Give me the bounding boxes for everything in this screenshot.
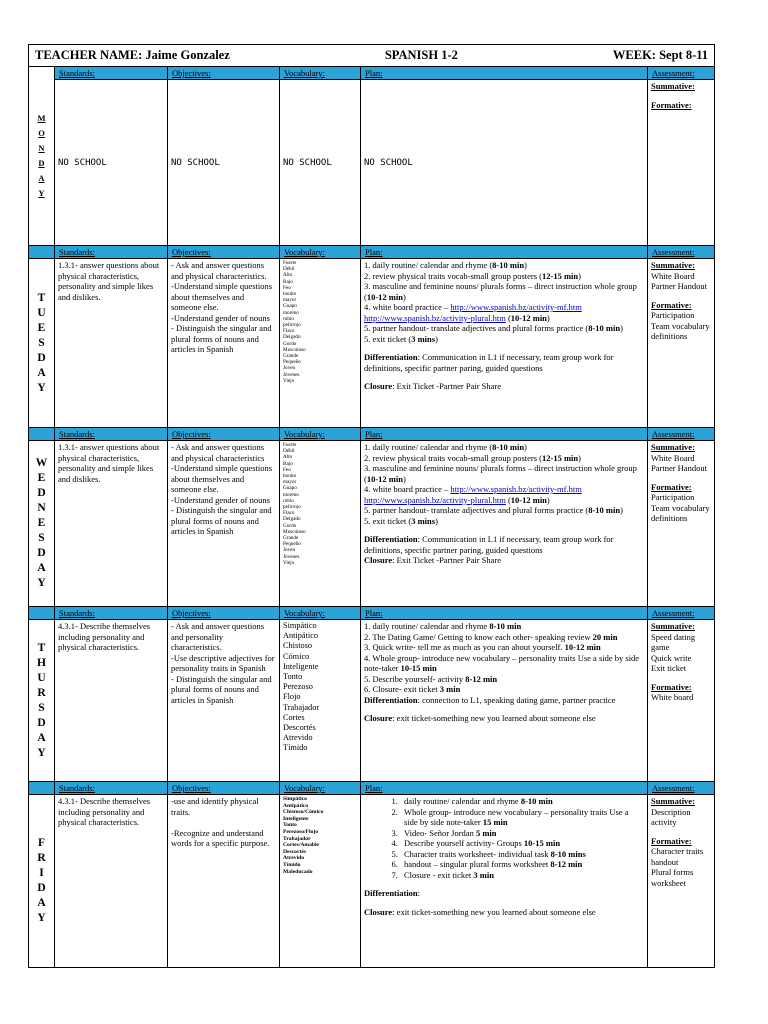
- day-wednesday: W E D N E S D A Y: [35, 457, 48, 589]
- week-label: WEEK: Sept 8-11: [612, 48, 709, 62]
- link-activity-mf[interactable]: http://www.spanish.bz/activity-mf.htm: [450, 484, 582, 494]
- vocab-word: Musculoso: [283, 528, 306, 535]
- thursday-standards: 4.3.1- Describe themselves including personality and physical characteristics.: [55, 620, 168, 782]
- vocab-word: Maleducado: [283, 868, 313, 875]
- day-label-monday: [29, 67, 55, 246]
- day-label-friday: [29, 795, 55, 968]
- tuesday-standards: 1.3.1- answer questions about physical characteristics, personality and simple likes and dislikes.: [55, 259, 168, 428]
- vocab-word: Joven: [283, 365, 296, 372]
- plan-step: 5. Character traits worksheet- individual task 8-10 mins: [400, 849, 644, 860]
- vocab-word: Jóvenes: [283, 371, 300, 378]
- vocab-word: Tímido: [283, 743, 308, 753]
- vocab-word: Débil: [283, 448, 295, 455]
- day-tuesday: T U E S D A Y: [37, 291, 46, 394]
- plan-step: 4. Describe yourself activity- Groups 10-15 min: [400, 838, 644, 849]
- day-label-thursday: [29, 620, 55, 782]
- monday-row: [29, 80, 715, 246]
- vocab-word: Grande: [283, 353, 299, 360]
- vocab-word: Alto: [283, 272, 293, 279]
- vocab-word: Alto: [283, 454, 293, 461]
- col-standards: Standards:: [55, 67, 168, 80]
- vocab-word: Flaco: [283, 510, 295, 517]
- friday-standards: 4.3.1- Describe themselves including personality and physical characteristics.: [55, 795, 168, 968]
- vocab-word: Jóvenes: [283, 553, 300, 560]
- friday-row: [29, 795, 715, 968]
- day-thursday: T H U R S D A Y: [37, 641, 46, 759]
- vocab-word: Pequeño: [283, 359, 301, 366]
- vocab-word: Grande: [283, 535, 299, 542]
- tuesday-assessment: Summative: White Board Partner Handout Formative: Participation Team vocabulary definitions: [648, 259, 715, 428]
- vocab-word: Pequeño: [283, 541, 301, 548]
- day-monday: M O N D A Y: [37, 113, 46, 198]
- vocab-word: Joven: [283, 547, 296, 554]
- vocab-word: moreno: [283, 491, 299, 498]
- vocab-word: pelirrojo: [283, 504, 301, 511]
- vocab-word: Gordo: [283, 340, 297, 347]
- plan-step: 7. Closure - exit ticket 3 min: [400, 870, 644, 881]
- day-label-wednesday: [29, 441, 55, 607]
- vocab-word: Flojo: [283, 692, 301, 702]
- vocab-word: Fuerte: [283, 260, 297, 266]
- vocab-word: moreno: [283, 309, 299, 316]
- monday-header-row: [29, 67, 715, 80]
- title-row: [29, 45, 715, 67]
- teacher-name: TEACHER NAME: Jaime Gonzalez: [35, 48, 230, 62]
- plan-step: 2. Whole group- introduce new vocabulary – personality traits Use a side by side note-taker 15 min: [400, 807, 644, 828]
- vocab-word: Fuerte: [283, 442, 297, 448]
- monday-plan: NO SCHOOL: [361, 80, 648, 246]
- tuesday-vocabulary: [280, 259, 361, 428]
- thursday-objectives: - Ask and answer questions and personality characteristics. -Use descriptive adjectives for personality traits in Spanish - Distinguish the singular and plural forms of nouns and articles in Spanish: [168, 620, 280, 782]
- vocab-word: Antipático: [283, 631, 319, 641]
- vocab-word: Inteligente: [283, 815, 309, 822]
- thursday-row: [29, 620, 715, 782]
- monday-vocabulary: NO SCHOOL: [280, 80, 361, 246]
- vocab-word: Cómico: [283, 651, 310, 661]
- vocab-word: bonito: [283, 291, 297, 298]
- vocab-word: Simpático: [283, 621, 317, 630]
- vocab-word: Musculoso: [283, 346, 306, 353]
- vocab-word: Perezoso/Flojo: [283, 828, 318, 835]
- vocab-word: Atrevido: [283, 733, 313, 743]
- vocab-word: Débil: [283, 266, 295, 273]
- vocab-word: Chistoso: [283, 641, 313, 651]
- friday-objectives: -use and identify physical traits. -Recognize and understand words for a specific purpose.: [168, 795, 280, 968]
- tuesday-header-row: Standards: Objectives: Vocabulary: Plan: Assessment:: [29, 246, 715, 259]
- vocab-word: mayor: [283, 297, 297, 304]
- link-activity-mf[interactable]: http://www.spanish.bz/activity-mf.htm: [450, 302, 582, 312]
- vocab-word: Delgado: [283, 334, 301, 341]
- tuesday-plan: 1. daily routine/ calendar and rhyme (8-10 min) 2. review physical traits vocab-small group posters (12-15 min) 3. masculine and feminine nouns/ plurals forms – direct instruction whole group (10-12 min) 4. white board practice – http://www.spanish.bz/activity-mf.htm http://www.spanish.bz/activity-plural.htm (10-12 min) 5. partner handout- translate adjectives and plural forms practice (8-10 min) 5. exit ticket (3 mins) Differentiation: Communication in L1 if necessary, team group work for definitions, specific partner paring, guided questions Closure: Exit Ticket -Partner Pair Share: [361, 259, 648, 428]
- vocab-word: Delgado: [283, 516, 301, 523]
- vocab-word: Tímido: [283, 861, 301, 868]
- monday-standards: NO SCHOOL: [55, 80, 168, 246]
- vocab-word: Atrevido: [283, 855, 305, 862]
- vocab-word: Tonto: [283, 822, 297, 829]
- vocab-word: Guapo: [283, 485, 297, 492]
- col-objectives: Objectives:: [168, 67, 280, 80]
- plan-step: 1. daily routine/ calendar and rhyme 8-10 min: [400, 796, 644, 807]
- day-label-tuesday: [29, 259, 55, 428]
- friday-plan: 1. daily routine/ calendar and rhyme 8-10 min 2. Whole group- introduce new vocabulary – personality traits Use a side by side note-taker 15 min 3. Video- Señor Jordan 5 min 4. Describe yourself activity- Groups 10-15 min 5. Character traits worksheet- individual task 8-10 mins 6. handout – singular plural forms worksheet 8-12 min 7. Closure - exit ticket 3 min Differentiation: Closure: exit ticket-something new you learned about someone else: [361, 795, 648, 968]
- monday-assessment: Summative: Formative:: [648, 80, 715, 246]
- vocab-word: Trabajador: [283, 835, 311, 842]
- col-vocabulary: Vocabulary:: [280, 67, 361, 80]
- vocab-word: Cortes: [283, 712, 305, 722]
- day-friday: F R I D A Y: [37, 837, 46, 924]
- thursday-assessment: Summative: Speed dating game Quick write Exit ticket Formative: White board: [648, 620, 715, 782]
- wednesday-row: [29, 441, 715, 607]
- vocab-word: Viejo: [283, 559, 295, 566]
- vocab-word: Descortés: [283, 848, 306, 855]
- tuesday-objectives: - Ask and answer questions and physical characteristics. -Understand simple questions about themselves and someone else. -Understand gender of nouns - Distinguish the singular and plural forms of nouns and articles in Spanish: [168, 259, 280, 428]
- wednesday-standards: 1.3.1- answer questions about physical characteristics, personality and simple likes and dislikes.: [55, 441, 168, 607]
- vocab-word: Bajo: [283, 460, 293, 467]
- col-assessment: Assessment:: [648, 67, 715, 80]
- link-activity-plural[interactable]: http://www.spanish.bz/activity-plural.htm: [364, 494, 506, 505]
- vocab-word: mayor: [283, 479, 297, 486]
- vocab-word: Bajo: [283, 278, 293, 285]
- plan-step: 6. handout – singular plural forms worksheet 8-12 min: [400, 859, 644, 870]
- vocab-word: rubio: [283, 315, 294, 322]
- friday-vocabulary: [280, 795, 361, 968]
- vocab-word: Guapo: [283, 303, 297, 310]
- vocab-word: Cortes/Amable: [283, 842, 320, 849]
- wednesday-assessment: Summative: White Board Partner Handout Formative: Participation Team vocabulary definitions: [648, 441, 715, 607]
- monday-objectives: NO SCHOOL: [168, 80, 280, 246]
- wednesday-plan: 1. daily routine/ calendar and rhyme (8-10 min) 2. review physical traits vocab-small group posters (12-15 min) 3. masculine and feminine nouns/ plurals forms – direct instruction whole group (10-12 min) 4. white board practice – http://www.spanish.bz/activity-mf.htm http://www.spanish.bz/activity-plural.htm (10-12 min) 5. partner handout- translate adjectives and plural forms practice (8-10 min) 5. exit ticket (3 mins) Differentiation: Communication in L1 if necessary, team group work for definitions, specific partner paring, guided questions Closure: Exit Ticket -Partner Pair Share: [361, 441, 648, 607]
- wednesday-objectives: - Ask and answer questions and physical characteristics -Understand simple questions about themselves and someone else. -Understand gender of nouns - Distinguish the singular and plural forms of nouns and articles in Spanish: [168, 441, 280, 607]
- friday-assessment: Summative: Description activity Formative: Character traits handout Plural forms worksheet: [648, 795, 715, 968]
- vocab-word: Inteligente: [283, 661, 319, 671]
- thursday-header-row: Standards: Objectives: Vocabulary: Plan: Assessment:: [29, 607, 715, 620]
- vocab-word: Gordo: [283, 522, 297, 529]
- vocab-word: Viejo: [283, 377, 295, 384]
- vocab-word: rubio: [283, 497, 294, 504]
- vocab-word: Feo: [283, 284, 291, 291]
- vocab-word: pelirrojo: [283, 322, 301, 329]
- link-activity-plural[interactable]: http://www.spanish.bz/activity-plural.htm: [364, 312, 506, 323]
- vocab-word: Trabajador: [283, 702, 320, 712]
- friday-header-row: Standards: Objectives: Vocabulary: Plan: Assessment:: [29, 782, 715, 795]
- vocab-word: Antipático: [283, 802, 309, 809]
- vocab-word: Perezoso: [283, 682, 313, 692]
- vocab-word: Feo: [283, 466, 291, 473]
- lesson-plan: [28, 44, 714, 968]
- col-plan: Plan:: [361, 67, 648, 80]
- vocab-word: bonito: [283, 473, 297, 480]
- thursday-plan: 1. daily routine/ calendar and rhyme 8-10 min 2. The Dating Game/ Getting to know each other- speaking review 20 min 3. Quick write- tell me as much as you can about yourself. 10-12 min 4. Whole group- introduce new vocabulary – personality traits Use a side by side note-taker 10-15 min 5. Describe yourself- activity 8-12 min 6. Closure- exit ticket 3 min Differentiation: connection to L1, speaking dating game, partner practice Closure: exit ticket-something new you learned about someone else: [361, 620, 648, 782]
- vocab-word: Flaco: [283, 328, 295, 335]
- plan-step: 3. Video- Señor Jordan 5 min: [400, 828, 644, 839]
- vocab-word: Descortés: [283, 723, 316, 733]
- vocab-word: Chistoso/Cómico: [283, 809, 324, 816]
- wednesday-vocabulary: [280, 441, 361, 607]
- wednesday-header-row: Standards: Objectives: Vocabulary: Plan: Assessment:: [29, 428, 715, 441]
- lesson-plan-table: [28, 44, 715, 968]
- tuesday-row: [29, 259, 715, 428]
- vocab-word: Tonto: [283, 672, 303, 682]
- course-name: SPANISH 1-2: [384, 48, 458, 62]
- thursday-vocabulary: [280, 620, 361, 782]
- vocab-word: Simpático: [283, 796, 307, 802]
